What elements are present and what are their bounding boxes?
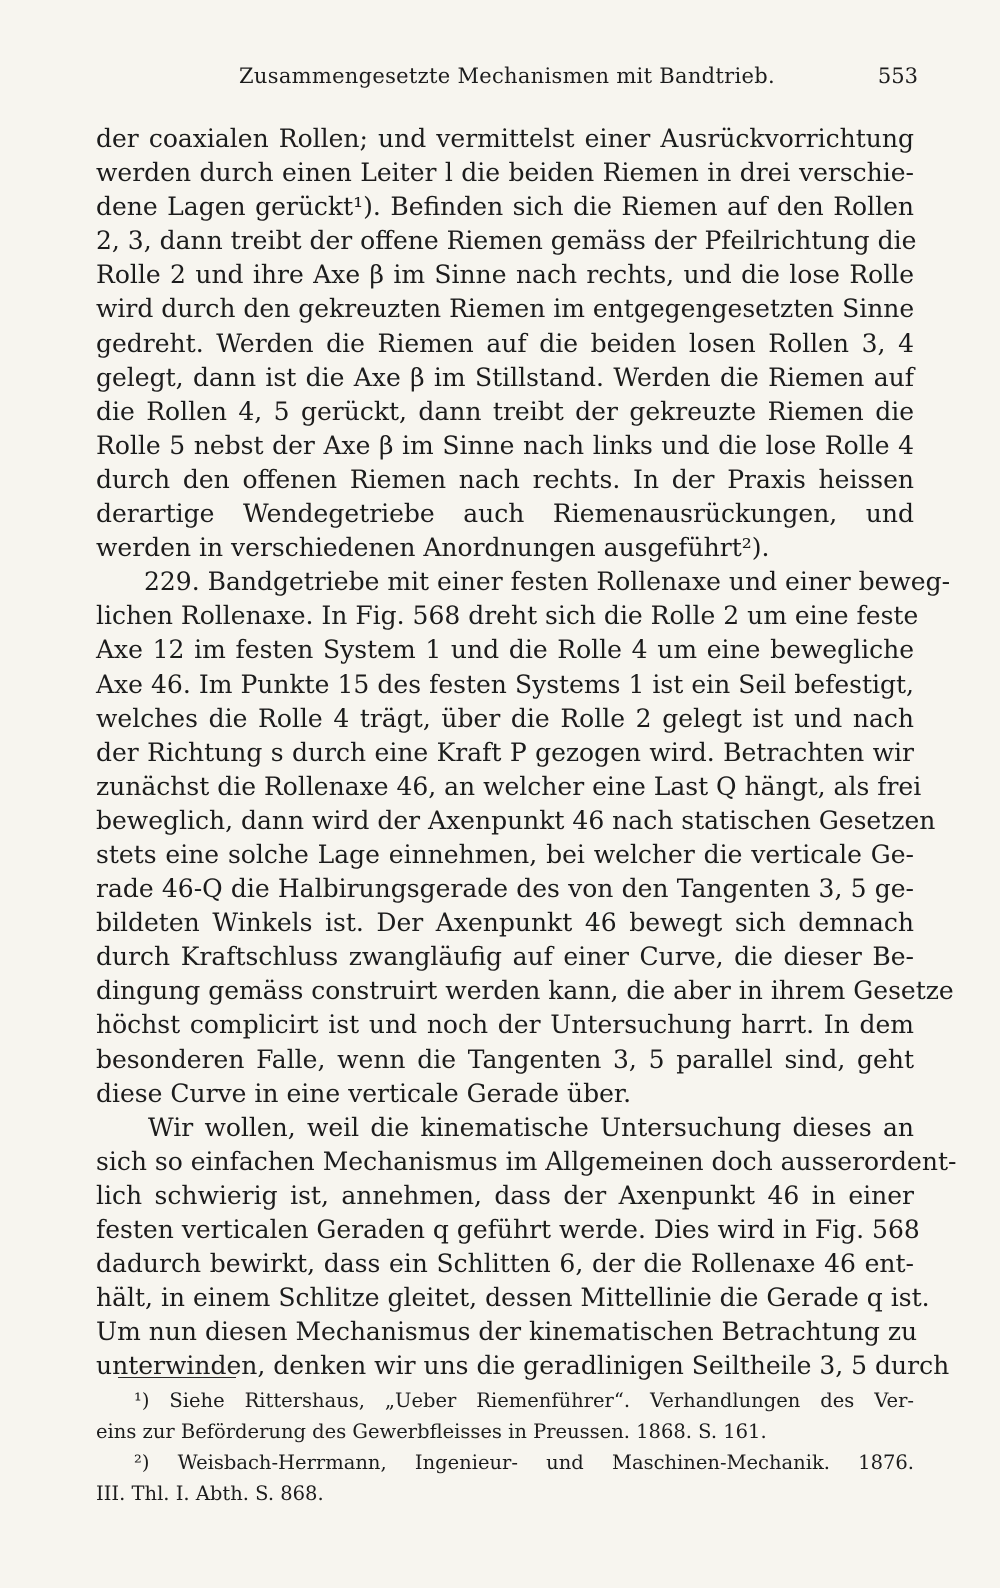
text-line: gelegt, dann ist die Axe β im Stillstand. Werden die Riemen auf xyxy=(96,362,914,392)
running-header xyxy=(96,64,918,96)
page-number: 553 xyxy=(877,64,918,88)
text-line: besonderen Falle, wenn die Tangenten 3, 5 parallel sind, geht xyxy=(96,1044,914,1074)
text-line: Rolle 5 nebst der Axe β im Sinne nach links und die lose Rolle 4 xyxy=(96,430,914,460)
text-line: durch den offenen Riemen nach rechts. In der Praxis heissen xyxy=(96,464,914,494)
text-line: Rolle 2 und ihre Axe β im Sinne nach rechts, und die lose Rolle xyxy=(96,260,914,290)
header-title: Zusammengesetzte Mechanismen mit Bandtrieb. xyxy=(239,64,775,88)
text-line: hält, in einem Schlitze gleitet, dessen Mittellinie die Gerade q ist. xyxy=(96,1283,930,1313)
text-line: festen verticalen Geraden q geführt werde. Dies wird in Fig. 568 xyxy=(96,1215,920,1244)
text-line: diese Curve in eine verticale Gerade über. xyxy=(96,1078,632,1108)
section-heading-line: 229. Bandgetriebe mit einer festen Rollenaxe und einer beweg- xyxy=(144,567,951,597)
text-line: werden in verschiedenen Anordnungen ausgeführt²). xyxy=(96,533,770,563)
footnote-line: III. Thl. I. Abth. S. 868. xyxy=(96,1482,324,1505)
text-line: dingung gemäss construirt werden kann, die aber in ihrem Gesetze xyxy=(96,976,954,1006)
text-line: werden durch einen Leiter l die beiden Riemen in drei verschie- xyxy=(96,158,914,188)
text-line: lichen Rollenaxe. In Fig. 568 dreht sich die Rolle 2 um eine feste xyxy=(96,601,919,631)
text-line: Um nun diesen Mechanismus der kinematischen Betrachtung zu xyxy=(96,1317,918,1347)
footnote-line: ²) Weisbach-Herrmann, Ingenieur- und Maschinen-Mechanik. 1876. xyxy=(134,1451,914,1474)
text-line: stets eine solche Lage einnehmen, bei welcher die verticale Ge- xyxy=(96,839,914,869)
footnote-line: ¹) Siehe Rittershaus, „Ueber Riemenführer“. Verhandlungen des Ver- xyxy=(134,1389,914,1412)
text-line: unterwinden, denken wir uns die geradlinigen Seiltheile 3, 5 durch xyxy=(96,1351,950,1381)
text-line: sich so einfachen Mechanismus im Allgemeinen doch ausserordent- xyxy=(96,1146,957,1176)
text-line: dene Lagen gerückt¹). Befinden sich die Riemen auf den Rollen xyxy=(96,192,914,222)
footnotes xyxy=(96,1385,914,1509)
text-line: der Richtung s durch eine Kraft P gezogen wird. Betrachten wir xyxy=(96,737,914,767)
text-line: höchst complicirt ist und noch der Untersuchung harrt. In dem xyxy=(96,1010,914,1040)
text-line: gedreht. Werden die Riemen auf die beiden losen Rollen 3, 4 xyxy=(96,328,914,358)
text-line: rade 46-Q die Halbirungsgerade des von den Tangenten 3, 5 ge- xyxy=(96,874,914,904)
text-line: beweglich, dann wird der Axenpunkt 46 nach statischen Gesetzen xyxy=(96,805,936,835)
text-line: durch Kraftschluss zwangläufig auf einer Curve, die dieser Be- xyxy=(96,942,914,972)
body-text xyxy=(96,122,957,1383)
text-line: welches die Rolle 4 trägt, über die Rolle 2 gelegt ist und nach xyxy=(96,703,914,733)
text-line: derartige Wendegetriebe auch Riemenausrückungen, und xyxy=(96,499,914,529)
text-line: Axe 12 im festen System 1 und die Rolle 4 um eine bewegliche xyxy=(96,635,914,665)
text-line: 2, 3, dann treibt der offene Riemen gemäss der Pfeilrichtung die xyxy=(96,226,917,256)
text-line: zunächst die Rollenaxe 46, an welcher eine Last Q hängt, als frei xyxy=(96,771,922,801)
text-line: die Rollen 4, 5 gerückt, dann treibt der gekreuzte Riemen die xyxy=(96,396,914,426)
text-line: Axe 46. Im Punkte 15 des festen Systems 1 ist ein Seil befestigt, xyxy=(96,669,914,699)
text-line: dadurch bewirkt, dass ein Schlitten 6, der die Rollenaxe 46 ent- xyxy=(96,1249,914,1279)
text-line: bildeten Winkels ist. Der Axenpunkt 46 bewegt sich demnach xyxy=(96,908,914,938)
text-line: Wir wollen, weil die kinematische Untersuchung dieses an xyxy=(148,1112,914,1142)
footnote-rule xyxy=(118,1377,236,1378)
footnote-line: eins zur Beförderung des Gewerbfleisses in Preussen. 1868. S. 161. xyxy=(96,1420,767,1443)
text-line: wird durch den gekreuzten Riemen im entgegengesetzten Sinne xyxy=(96,294,915,324)
text-line: der coaxialen Rollen; und vermittelst einer Ausrückvorrichtung xyxy=(96,124,914,153)
text-line: lich schwierig ist, annehmen, dass der Axenpunkt 46 in einer xyxy=(96,1180,914,1210)
